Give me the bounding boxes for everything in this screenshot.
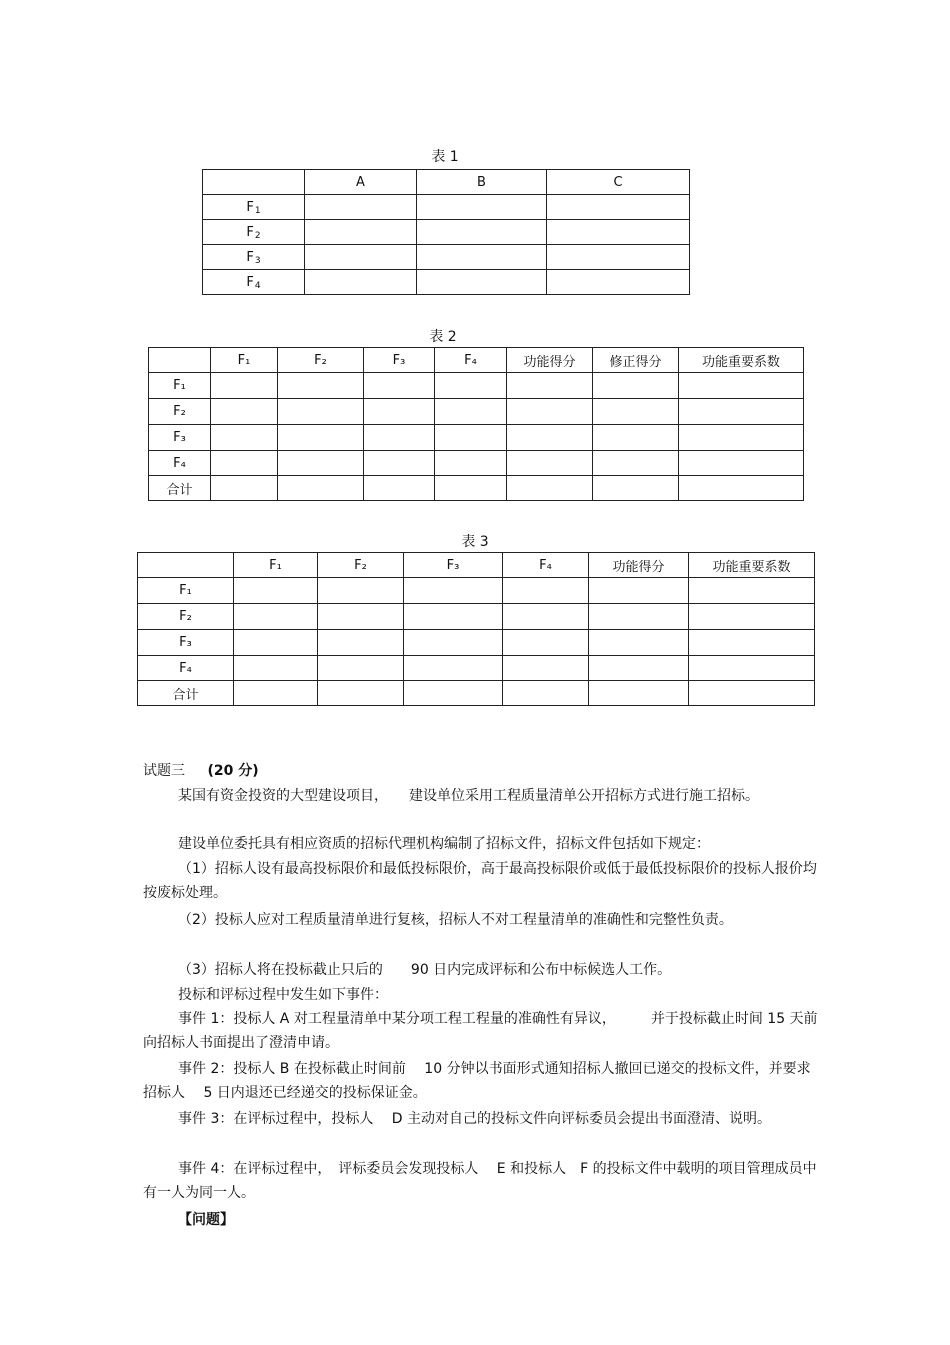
problem-heading: 【问题】 xyxy=(178,1212,234,1228)
table-cell xyxy=(435,399,507,425)
table2-row-label: 合计 xyxy=(149,476,211,501)
table-cell xyxy=(305,220,417,245)
paragraph: 事件 4：在评标过程中， 评标委员会发现投标人 E 和投标人 F 的投标文件中载明的项目管理成员中有一人为同一人。 xyxy=(143,1161,817,1201)
paragraph: （2）投标人应对工程质量清单进行复核，招标人不对工程量清单的准确性和完整性负责。 xyxy=(178,912,733,928)
table-cell xyxy=(589,656,689,681)
table-cell xyxy=(679,399,804,425)
table-cell xyxy=(417,195,547,220)
table2-caption: 表 2 xyxy=(429,329,457,345)
table-cell xyxy=(318,656,404,681)
table2-header: F₄ xyxy=(435,348,507,373)
table-cell xyxy=(318,604,404,630)
table-cell xyxy=(417,245,547,270)
table-cell xyxy=(679,451,804,476)
table3-row-label: F₁ xyxy=(138,578,234,604)
table-cell xyxy=(234,656,318,681)
question-label: 试题三 xyxy=(143,763,185,779)
table-cell xyxy=(503,656,589,681)
table2-header: 功能得分 xyxy=(507,348,593,373)
table2-row-label: F₃ xyxy=(149,425,211,451)
table-cell xyxy=(211,399,278,425)
paragraph: 投标和评标过程中发生如下事件： xyxy=(178,987,388,1003)
table-cell xyxy=(689,630,815,656)
table-cell xyxy=(689,656,815,681)
table-cell xyxy=(404,681,503,706)
table-cell xyxy=(689,578,815,604)
table1-row-label: F2 xyxy=(203,220,305,245)
table-cell xyxy=(593,399,679,425)
table3-header: 功能重要系数 xyxy=(689,553,815,578)
table2-header xyxy=(149,348,211,373)
table1 xyxy=(202,169,690,295)
table3-header: F₄ xyxy=(503,553,589,578)
table-cell xyxy=(593,373,679,399)
table2-header: F₃ xyxy=(364,348,435,373)
table3-header xyxy=(138,553,234,578)
table-cell xyxy=(211,425,278,451)
table2 xyxy=(148,347,804,501)
table-cell xyxy=(364,425,435,451)
table2-header: F₂ xyxy=(278,348,364,373)
table-cell xyxy=(589,578,689,604)
table-cell xyxy=(318,681,404,706)
table-cell xyxy=(593,476,679,501)
paragraph: 某国有资金投资的大型建设项目， 建设单位采用工程质量清单公开招标方式进行施工招标。 xyxy=(178,788,759,804)
table1-header-a: A xyxy=(305,170,417,195)
paragraph: （3）招标人将在投标截止只后的 90 日内完成评标和公布中标候选人工作。 xyxy=(178,962,672,978)
table-cell xyxy=(278,399,364,425)
paragraph: 事件 2：投标人 B 在投标截止时间前 10 分钟以书面形式通知招标人撤回已递交的投标文件，并要求招标人 5 日内退还已经递交的投标保证金。 xyxy=(143,1061,811,1101)
table-cell xyxy=(234,604,318,630)
table3-header: 功能得分 xyxy=(589,553,689,578)
table-cell xyxy=(364,399,435,425)
table-cell xyxy=(507,425,593,451)
table1-row-label: F4 xyxy=(203,270,305,295)
paragraph: 事件 1：投标人 A 对工程量清单中某分项工程工程量的准确性有异议， 并于投标截止时间 15 天前向招标人书面提出了澄清申请。 xyxy=(143,1011,818,1051)
table-cell xyxy=(679,373,804,399)
table3-row-label: F₃ xyxy=(138,630,234,656)
table-cell xyxy=(404,578,503,604)
table-cell xyxy=(278,476,364,501)
table2-header: F₁ xyxy=(211,348,278,373)
table-cell xyxy=(435,373,507,399)
paragraph: （1）招标人设有最高投标限价和最低投标限价，高于最高投标限价或低于最低投标限价的投标人报价均按废标处理。 xyxy=(143,861,817,901)
table-cell xyxy=(547,245,690,270)
table1-caption: 表 1 xyxy=(431,149,459,165)
question-title xyxy=(143,760,259,780)
table1-row-label: F1 xyxy=(203,195,305,220)
question-points: (20 分) xyxy=(207,763,259,779)
table-cell xyxy=(593,425,679,451)
table-cell xyxy=(318,578,404,604)
table-cell xyxy=(364,451,435,476)
table3-caption: 表 3 xyxy=(461,534,489,550)
table3-row-label: 合计 xyxy=(138,681,234,706)
table-cell xyxy=(435,451,507,476)
table-cell xyxy=(364,373,435,399)
table-cell xyxy=(679,476,804,501)
table-cell xyxy=(547,270,690,295)
table-cell xyxy=(234,681,318,706)
table2-row-label: F₂ xyxy=(149,399,211,425)
table-cell xyxy=(589,681,689,706)
table-cell xyxy=(547,195,690,220)
table-cell xyxy=(689,604,815,630)
table-cell xyxy=(417,220,547,245)
table-cell xyxy=(211,451,278,476)
table3-header: F₃ xyxy=(404,553,503,578)
table3 xyxy=(137,552,815,706)
table2-header: 修正得分 xyxy=(593,348,679,373)
table-cell xyxy=(318,630,404,656)
table2-header: 功能重要系数 xyxy=(679,348,804,373)
table-cell xyxy=(503,578,589,604)
table3-row-label: F₂ xyxy=(138,604,234,630)
table-cell xyxy=(507,399,593,425)
table-cell xyxy=(435,476,507,501)
table-cell xyxy=(589,630,689,656)
table-cell xyxy=(507,451,593,476)
table3-header: F₂ xyxy=(318,553,404,578)
table1-row-label: F3 xyxy=(203,245,305,270)
table-cell xyxy=(278,425,364,451)
table1-header-b: B xyxy=(417,170,547,195)
table-cell xyxy=(278,451,364,476)
table-cell xyxy=(503,604,589,630)
table-cell xyxy=(589,604,689,630)
table-cell xyxy=(503,630,589,656)
table-cell xyxy=(234,578,318,604)
table-cell xyxy=(211,476,278,501)
table-cell xyxy=(689,681,815,706)
paragraph: 事件 3：在评标过程中，投标人 D 主动对自己的投标文件向评标委员会提出书面澄清、说明。 xyxy=(178,1111,772,1127)
table-cell xyxy=(507,476,593,501)
table-cell xyxy=(417,270,547,295)
table-cell xyxy=(404,604,503,630)
table-cell xyxy=(593,451,679,476)
table1-header-c: C xyxy=(547,170,690,195)
table2-row-label: F₁ xyxy=(149,373,211,399)
table-cell xyxy=(404,630,503,656)
table-cell xyxy=(211,373,278,399)
table-cell xyxy=(404,656,503,681)
table-cell xyxy=(547,220,690,245)
table1-header-blank xyxy=(203,170,305,195)
table-cell xyxy=(364,476,435,501)
table-cell xyxy=(278,373,364,399)
table2-row-label: F₄ xyxy=(149,451,211,476)
table3-header: F₁ xyxy=(234,553,318,578)
table-cell xyxy=(234,630,318,656)
paragraph: 建设单位委托具有相应资质的招标代理机构编制了招标文件，招标文件包括如下规定： xyxy=(178,836,710,852)
table-cell xyxy=(305,195,417,220)
table-cell xyxy=(435,425,507,451)
table-cell xyxy=(305,270,417,295)
table-cell xyxy=(507,373,593,399)
table-cell xyxy=(503,681,589,706)
table-cell xyxy=(305,245,417,270)
table-cell xyxy=(679,425,804,451)
table3-row-label: F₄ xyxy=(138,656,234,681)
